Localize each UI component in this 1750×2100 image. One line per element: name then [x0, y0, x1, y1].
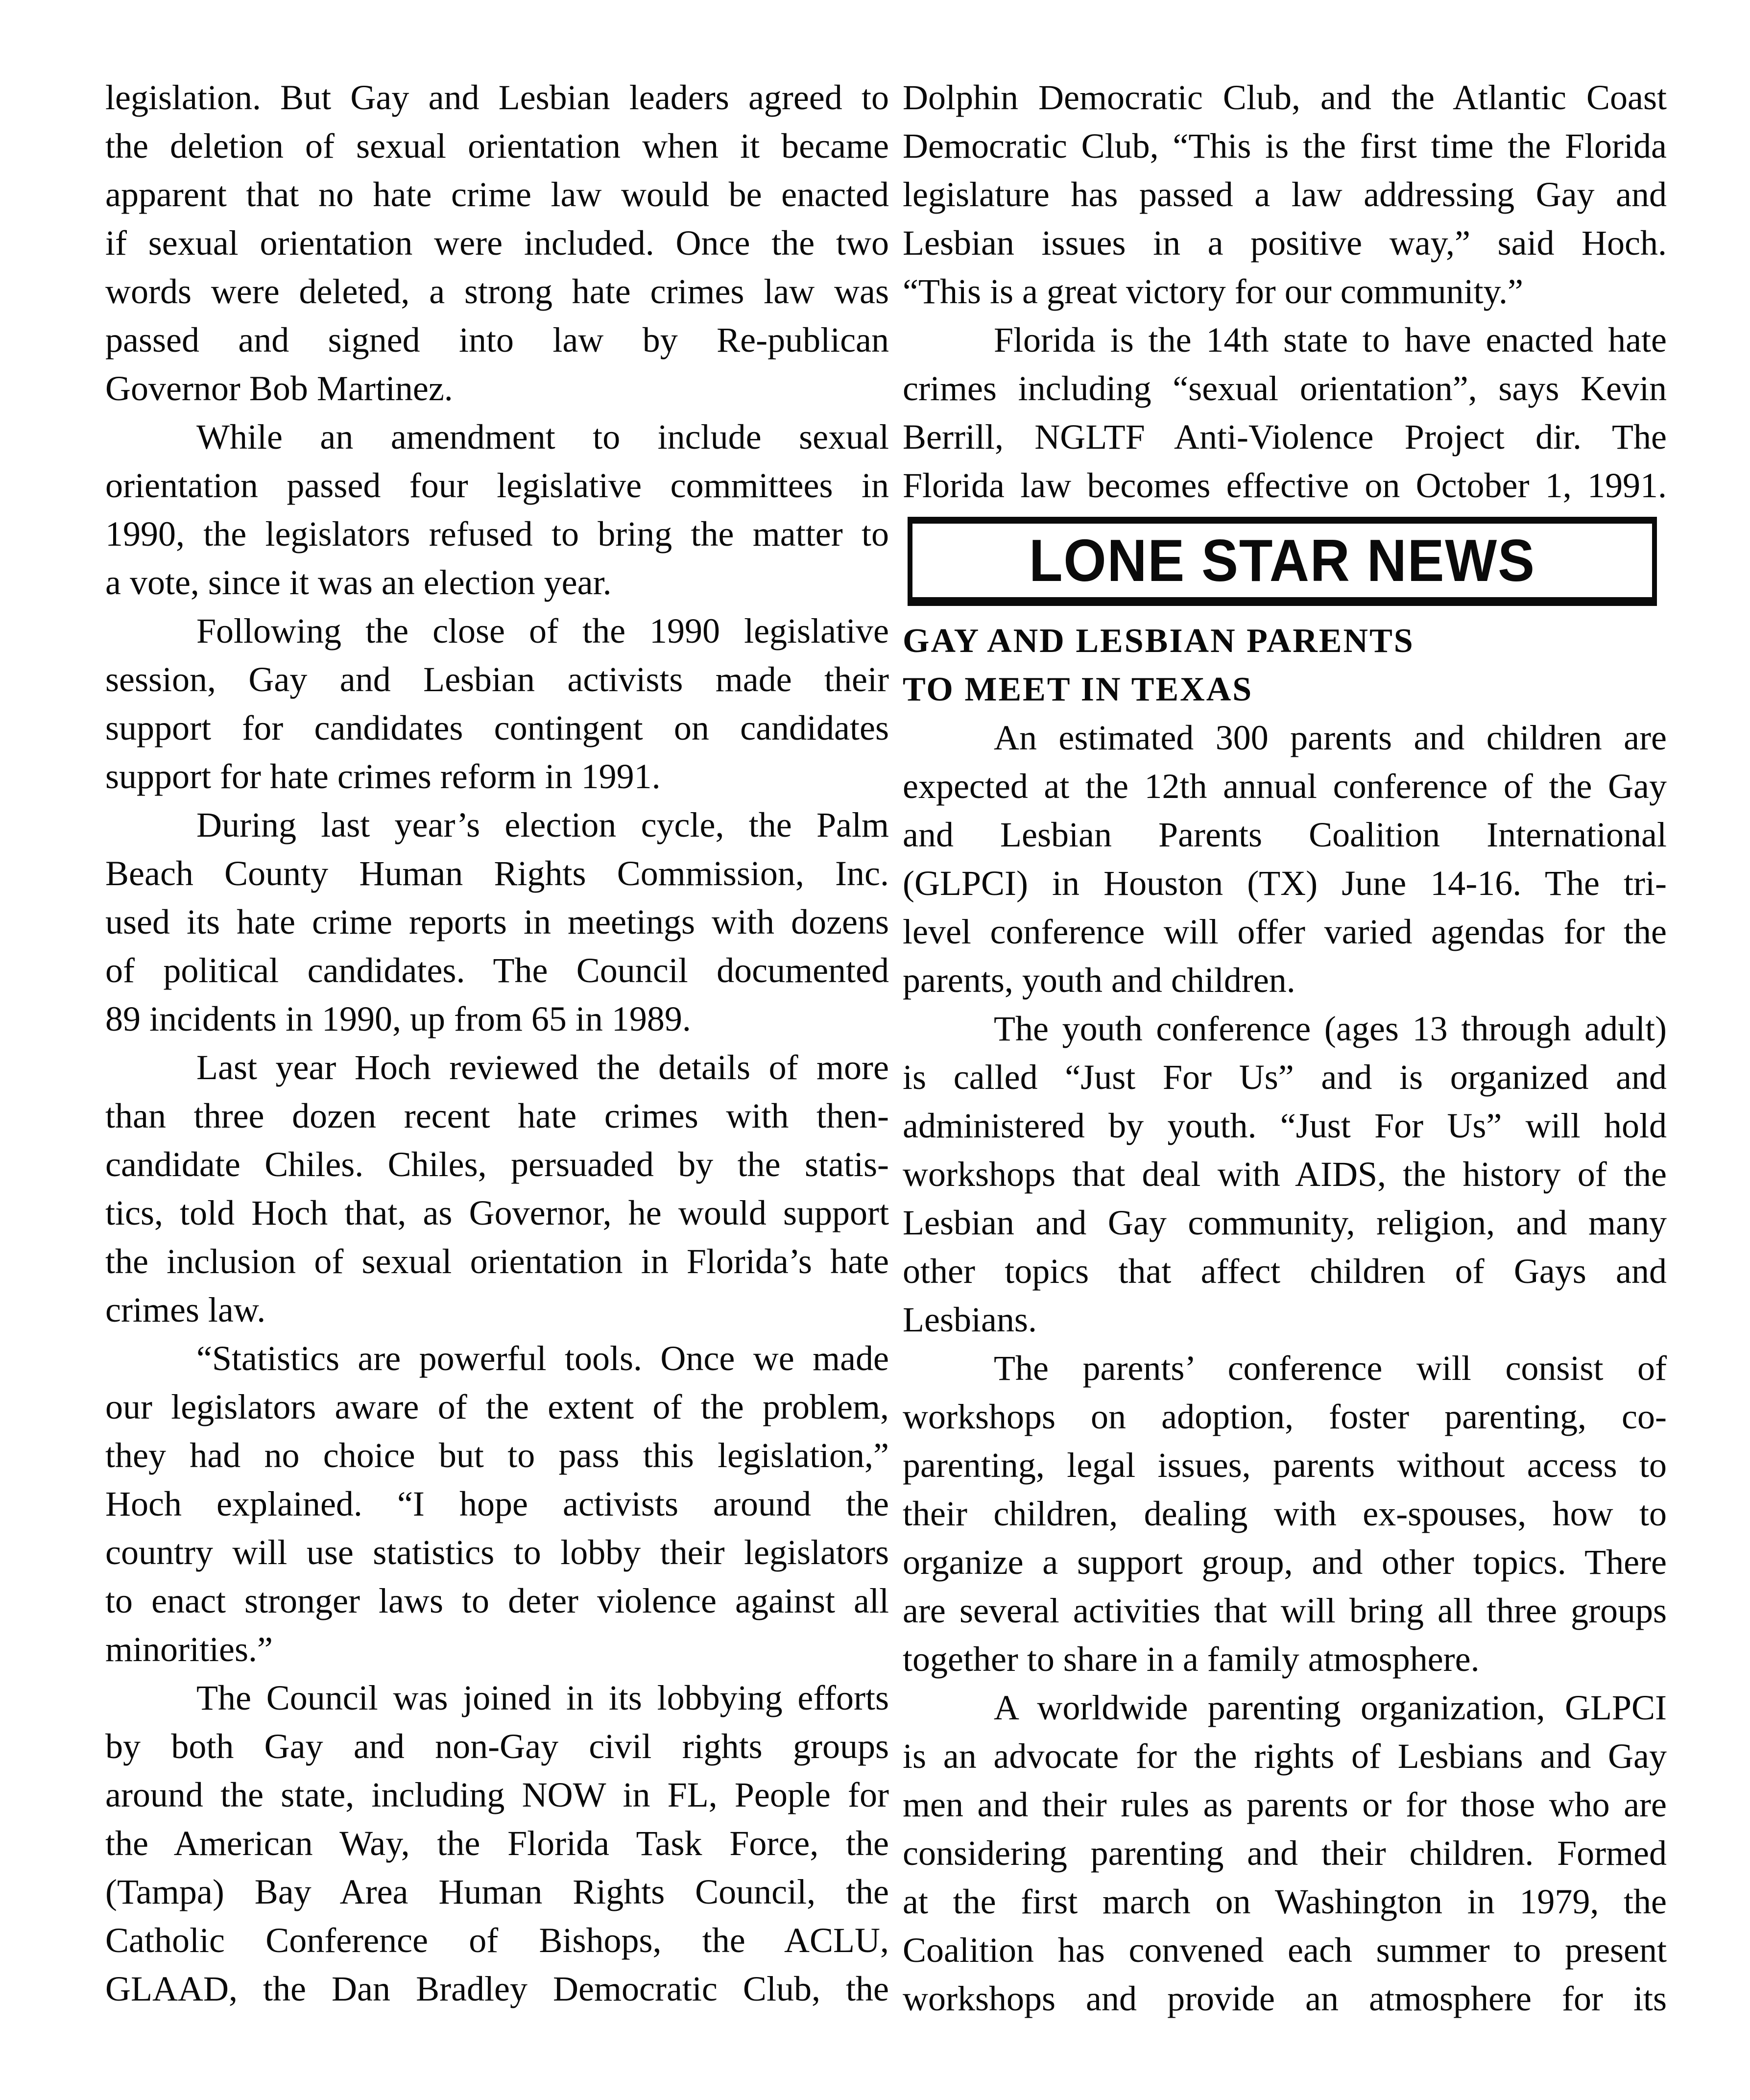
- text-line: An estimated 300 parents and children are: [994, 718, 1667, 757]
- text-line: if sexual orientation were included. Once the two: [105, 223, 889, 263]
- text-line: a vote, since it was an election year.: [105, 563, 612, 602]
- text-line: used its hate crime reports in meetings with dozens: [105, 902, 889, 941]
- text-line: the American Way, the Florida Task Force, the: [105, 1824, 889, 1863]
- text-line: A worldwide parenting organization, GLPCI: [994, 1688, 1667, 1727]
- text-line: of political candidates. The Council documented: [105, 951, 889, 990]
- text-line: Governor Bob Martinez.: [105, 369, 453, 408]
- text-line: to enact stronger laws to deter violence against all: [105, 1581, 889, 1620]
- text-line: Lesbian issues in a positive way,” said Hoch.: [903, 223, 1667, 263]
- text-line: their children, dealing with ex-spouses, how to: [903, 1494, 1667, 1533]
- text-line: passed and signed into law by Re-publican: [105, 320, 889, 360]
- text-line: Florida law becomes effective on October 1, 1991.: [903, 466, 1667, 505]
- text-line: Following the close of the 1990 legislative: [196, 611, 889, 651]
- text-line: Beach County Human Rights Commission, Inc.: [105, 854, 889, 893]
- texas-article-body: [903, 714, 1667, 2023]
- text-line: parenting, legal issues, parents without access to: [903, 1446, 1667, 1485]
- text-line: parents, youth and children.: [903, 961, 1295, 1000]
- text-line: are several activities that will bring all three groups: [903, 1591, 1667, 1630]
- text-line: country will use statistics to lobby their legislators: [105, 1533, 889, 1572]
- text-line: Lesbian and Gay community, religion, and many: [903, 1203, 1667, 1242]
- text-line: organize a support group, and other topics. There: [903, 1543, 1667, 1582]
- text-line: minorities.”: [105, 1630, 273, 1669]
- text-line: tics, told Hoch that, as Governor, he would support: [105, 1193, 889, 1232]
- text-line: together to share in a family atmosphere.: [903, 1640, 1480, 1679]
- text-line: administered by youth. “Just For Us” will hold: [903, 1106, 1667, 1145]
- headline-line: GAY AND LESBIAN PARENTS: [903, 622, 1414, 660]
- text-line: The youth conference (ages 13 through adult): [994, 1009, 1667, 1048]
- text-line: Dolphin Democratic Club, and the Atlantic Coast: [903, 78, 1667, 117]
- section-banner-title: LONE STAR NEWS: [1029, 527, 1535, 594]
- text-line: our legislators aware of the extent of the problem,: [105, 1387, 889, 1426]
- text-line: support for candidates contingent on candidates: [105, 708, 889, 748]
- text-line: GLAAD, the Dan Bradley Democratic Club, the: [105, 1969, 889, 2008]
- text-line: by both Gay and non-Gay civil rights groups: [105, 1727, 889, 1766]
- text-line: level conference will offer varied agendas for the: [903, 912, 1667, 951]
- text-line: orientation passed four legislative committees in: [105, 466, 889, 505]
- text-line: considering parenting and their children. Formed: [903, 1834, 1667, 1873]
- text-line: is called “Just For Us” and is organized and: [903, 1058, 1667, 1097]
- text-line: (Tampa) Bay Area Human Rights Council, the: [105, 1872, 889, 1911]
- text-line: crimes law.: [105, 1290, 266, 1329]
- text-line: Florida is the 14th state to have enacted hate: [994, 320, 1667, 360]
- text-line: The parents’ conference will consist of: [994, 1349, 1667, 1388]
- text-line: “Statistics are powerful tools. Once we made: [196, 1339, 889, 1378]
- text-line: Hoch explained. “I hope activists around the: [105, 1484, 889, 1523]
- text-line: While an amendment to include sexual: [196, 417, 889, 457]
- florida-article-continuation: [903, 73, 1667, 510]
- text-line: expected at the 12th annual conference of the Gay: [903, 767, 1667, 806]
- text-line: the inclusion of sexual orientation in Florida’s hate: [105, 1242, 889, 1281]
- text-line: other topics that affect children of Gays and: [903, 1252, 1667, 1291]
- text-line: session, Gay and Lesbian activists made their: [105, 660, 889, 699]
- text-line: than three dozen recent hate crimes with then-: [105, 1096, 889, 1135]
- right-column: [903, 73, 1667, 2023]
- text-line: Last year Hoch reviewed the details of more: [196, 1048, 889, 1087]
- text-line: Catholic Conference of Bishops, the ACLU,: [105, 1921, 889, 1960]
- section-banner: [908, 517, 1657, 606]
- text-line: 89 incidents in 1990, up from 65 in 1989.: [105, 999, 691, 1038]
- text-line: “This is a great victory for our community.”: [903, 272, 1523, 311]
- text-line: words were deleted, a strong hate crimes law was: [105, 272, 889, 311]
- left-column: [105, 73, 889, 2013]
- text-line: legislature has passed a law addressing Gay and: [903, 175, 1667, 214]
- text-line: around the state, including NOW in FL, People for: [105, 1775, 889, 1814]
- text-line: candidate Chiles. Chiles, persuaded by the statis-: [105, 1145, 889, 1184]
- text-line: workshops and provide an atmosphere for its: [903, 1979, 1667, 2018]
- text-line: Lesbians.: [903, 1300, 1037, 1339]
- text-line: During last year’s election cycle, the Palm: [196, 805, 889, 845]
- text-line: (GLPCI) in Houston (TX) June 14-16. The tri-: [903, 864, 1667, 903]
- text-line: apparent that no hate crime law would be enacted: [105, 175, 889, 214]
- text-line: they had no choice but to pass this legislation,”: [105, 1436, 889, 1475]
- text-line: The Council was joined in its lobbying efforts: [196, 1678, 889, 1717]
- headline-line: TO MEET IN TEXAS: [903, 671, 1253, 708]
- text-line: Democratic Club, “This is the first time the Florida: [903, 126, 1667, 166]
- text-line: Coalition has convened each summer to present: [903, 1931, 1667, 1970]
- article-headline: [903, 617, 1667, 714]
- text-line: workshops on adoption, foster parenting, co-: [903, 1397, 1667, 1436]
- text-line: legislation. But Gay and Lesbian leaders agreed to: [105, 78, 889, 117]
- text-line: 1990, the legislators refused to bring the matter to: [105, 514, 889, 554]
- text-line: support for hate crimes reform in 1991.: [105, 757, 661, 796]
- text-line: the deletion of sexual orientation when it became: [105, 126, 889, 166]
- text-line: and Lesbian Parents Coalition International: [903, 815, 1667, 854]
- text-line: is an advocate for the rights of Lesbians and Gay: [903, 1737, 1667, 1776]
- text-line: men and their rules as parents or for those who are: [903, 1785, 1667, 1824]
- text-line: crimes including “sexual orientation”, says Kevin: [903, 369, 1667, 408]
- text-line: workshops that deal with AIDS, the history of the: [903, 1155, 1667, 1194]
- text-line: at the first march on Washington in 1979, the: [903, 1882, 1667, 1921]
- text-line: Berrill, NGLTF Anti-Violence Project dir. The: [903, 417, 1667, 457]
